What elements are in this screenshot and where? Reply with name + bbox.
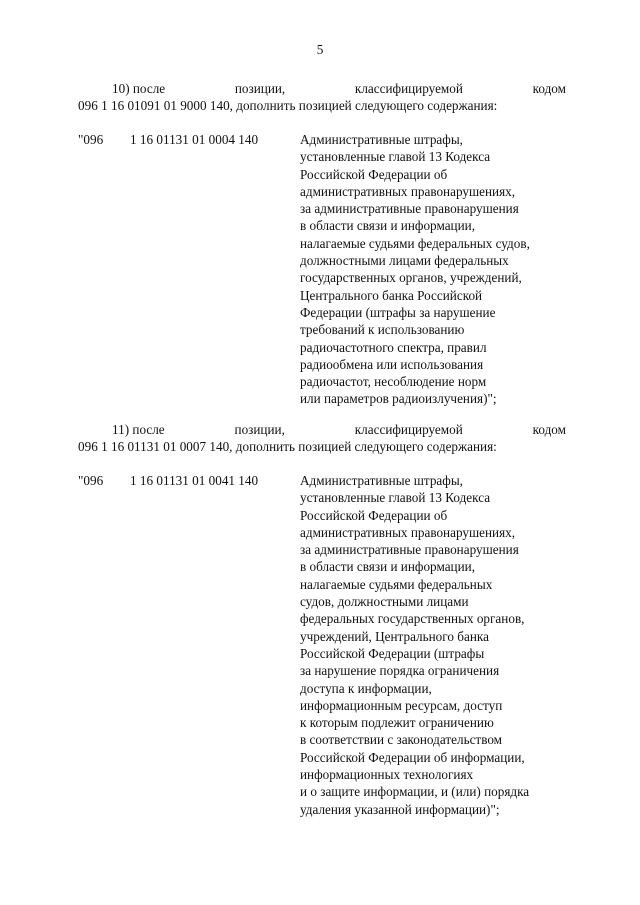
- intro-word: 11) после: [112, 422, 165, 437]
- page-number: 5: [316, 42, 324, 57]
- description-line: Российской Федерации об: [300, 166, 448, 182]
- description-line: Российской Федерации об: [300, 507, 448, 523]
- description-line: радиочастот, несоблюдение норм: [300, 374, 487, 390]
- entry-code: 1 16 01131 01 0004 140: [130, 132, 259, 147]
- description-line: Центрального банка Российской: [300, 287, 483, 303]
- description-line: в соответствии с законодательством: [300, 732, 503, 748]
- description-line: и о защите информации, и (или) порядка: [300, 784, 530, 800]
- description-line: установленные главой 13 Кодекса: [300, 149, 491, 165]
- intro-word: классифицируемой: [354, 422, 463, 437]
- description-line: Федерации (штрафы за нарушение: [300, 304, 496, 320]
- description-line: к которым подлежит ограничению: [300, 715, 494, 731]
- description-line: налагаемые судьями федеральных судов,: [300, 235, 530, 251]
- intro-word: классифицируемой: [354, 81, 463, 96]
- description-line: Административные штрафы,: [300, 132, 463, 147]
- item-10-intro-line2: 096 1 16 01091 01 9000 140, дополнить позицией следующего содержания:: [78, 98, 498, 113]
- description-line: информационных технологиях: [300, 767, 474, 783]
- entry-code: 1 16 01131 01 0041 140: [130, 473, 259, 488]
- entry-description: [300, 472, 570, 818]
- item-11-intro-line2: 096 1 16 01131 01 0007 140, дополнить позицией следующего содержания:: [78, 439, 497, 454]
- description-line: федеральных государственных органов,: [300, 611, 525, 627]
- intro-word: 10) после: [112, 81, 166, 96]
- description-line: за нарушение порядка ограничения: [300, 663, 500, 679]
- description-line: доступа к информации,: [300, 680, 432, 696]
- description-line: судов, должностными лицами: [300, 594, 469, 610]
- description-line: радиообмена или использования: [300, 356, 484, 372]
- intro-word: кодом: [532, 422, 566, 437]
- description-line: Российской Федерации (штрафы: [300, 645, 485, 661]
- description-line: в области связи и информации,: [300, 559, 476, 575]
- description-line: Российской Федерации об информации,: [300, 749, 525, 765]
- description-line: административных правонарушениях,: [300, 524, 516, 540]
- item-10-intro-line1: [78, 80, 566, 97]
- entry-code-prefix: "096: [78, 473, 104, 488]
- description-line: учреждений, Центрального банка: [300, 628, 489, 644]
- description-line: государственных органов, учреждений,: [300, 270, 522, 286]
- entry-description: [300, 131, 570, 408]
- intro-word: позиции,: [234, 81, 286, 96]
- description-line: за административные правонарушения: [300, 542, 519, 558]
- intro-word: позиции,: [234, 422, 285, 437]
- description-line: или параметров радиоизлучения)";: [300, 391, 497, 407]
- description-line: за административные правонарушения: [300, 201, 519, 217]
- description-line: налагаемые судьями федеральных: [300, 576, 493, 592]
- item-11-intro: [78, 421, 566, 455]
- description-line: административных правонарушениях,: [300, 183, 516, 199]
- description-line: должностными лицами федеральных: [300, 253, 509, 269]
- description-line: удаления указанной информации)";: [300, 801, 500, 817]
- item-10-intro: [78, 80, 566, 114]
- description-line: информационным ресурсам, доступ: [300, 697, 503, 713]
- description-line: радиочастотного спектра, правил: [300, 339, 487, 355]
- description-line: в области связи и информации,: [300, 218, 476, 234]
- description-line: требований к использованию: [300, 322, 465, 338]
- item-11-intro-line1: [78, 421, 566, 438]
- entry-code-prefix: "096: [78, 132, 104, 147]
- description-line: установленные главой 13 Кодекса: [300, 490, 491, 506]
- description-line: Административные штрафы,: [300, 473, 463, 488]
- intro-word: кодом: [532, 81, 566, 96]
